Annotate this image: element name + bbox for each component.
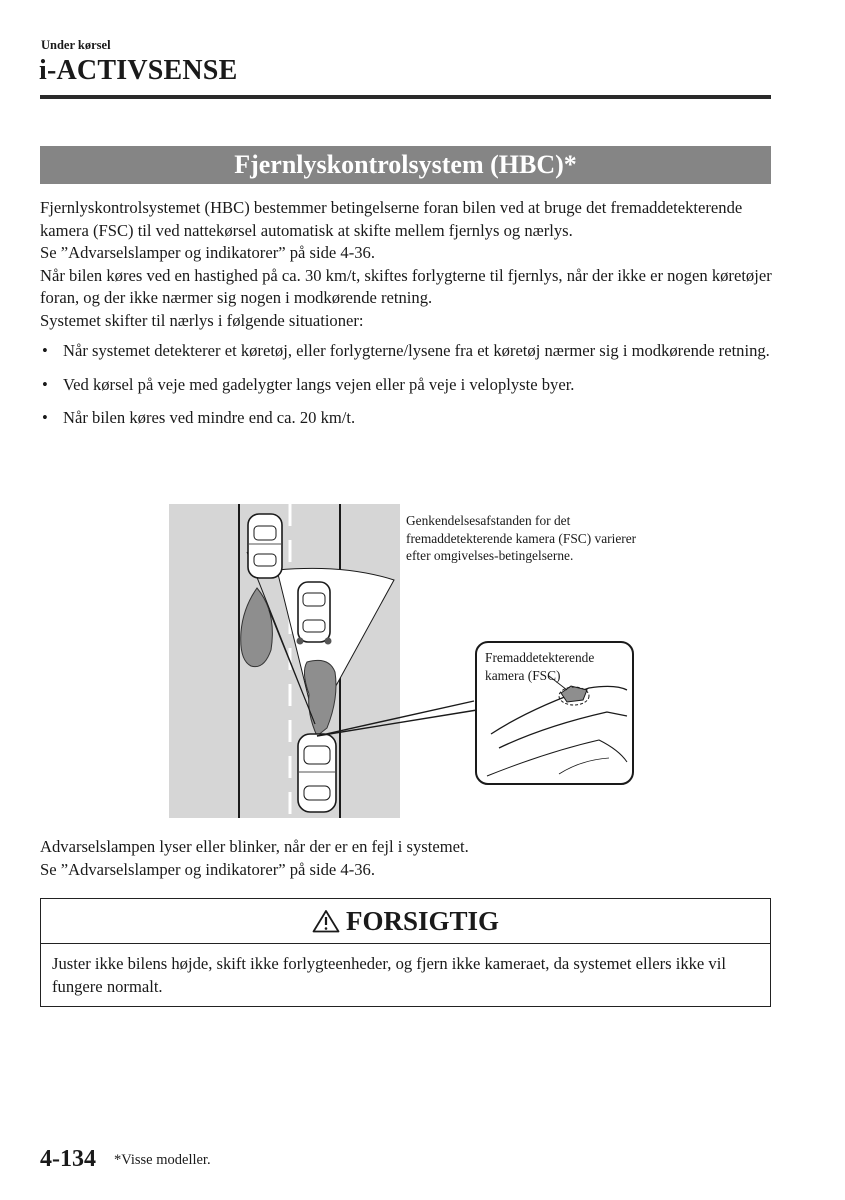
- list-item: [40, 374, 775, 397]
- chapter-title: i-ACTIVSENSE: [39, 55, 238, 86]
- page-number: 4-134: [40, 1146, 96, 1172]
- paragraph: Se ”Advarselslamper og indikatorer” på side 4-36.: [40, 859, 375, 879]
- section-kicker: Under kørsel: [41, 38, 111, 52]
- figure-callout-range: Genkendelsesafstanden for det fremaddetekterende kamera (FSC) varierer efter omgivelses-betingelserne.: [406, 513, 637, 564]
- warning-triangle-icon: [312, 909, 340, 933]
- list-item-text: Når bilen køres ved mindre end ca. 20 km/t.: [63, 408, 356, 427]
- list-item-text: Når systemet detekterer et køretøj, eller forlygterne/lysene fra et køretøj nærmer sig i modkørende retning.: [63, 341, 770, 360]
- section-title-bar: Fjernlyskontrolsystem (HBC)*: [40, 146, 771, 184]
- paragraph: Når bilen køres ved en hastighed på ca. 30 km/t, skiftes forlygterne til fjernlys, når der ikke er nogen køretøjer foran, og der ikke nærmer sig nogen i modkørende retning.: [40, 265, 772, 307]
- caution-header: [41, 899, 770, 944]
- figure-callout-camera: Fremaddetekterende kamera (FSC): [485, 650, 595, 683]
- body-text-after-figure: [40, 836, 775, 881]
- road-surface: [169, 504, 400, 818]
- list-item-text: Ved kørsel på veje med gadelygter langs vejen eller på veje i veloplyste byer.: [63, 374, 575, 394]
- own-car-icon: [298, 734, 336, 812]
- car-ahead-icon: [297, 582, 332, 645]
- bullet-icon: •: [42, 341, 48, 360]
- header-rule: [40, 95, 771, 99]
- bullet-icon: •: [42, 408, 48, 427]
- footnote: *Visse modeller.: [114, 1152, 211, 1168]
- paragraph: Se ”Advarselslamper og indikatorer” på side 4-36.: [40, 243, 375, 262]
- bullet-list: [40, 340, 775, 430]
- bullet-icon: •: [42, 374, 48, 394]
- body-text: [40, 197, 775, 441]
- paragraph: Fjernlyskontrolsystemet (HBC) bestemmer betingelserne foran bilen ved at bruge det fremaddetekterende kamera (FSC) til ved nattekørsel automatisk at skifte mellem fjernlys og nærlys.: [40, 198, 743, 240]
- list-item: [40, 340, 775, 363]
- paragraph: Advarselslampen lyser eller blinker, når der er en fejl i systemet.: [40, 837, 469, 856]
- caution-title: FORSIGTIG: [345, 906, 500, 936]
- paragraph: Systemet skifter til nærlys i følgende situationer:: [40, 310, 364, 330]
- caution-text: Juster ikke bilens højde, skift ikke forlygteenheder, og fjern ikke kameraet, da systemet ellers ikke vil fungere normalt.: [52, 954, 726, 996]
- list-item: [40, 407, 775, 430]
- oncoming-car-icon: [248, 514, 282, 578]
- caution-box: [40, 898, 771, 1007]
